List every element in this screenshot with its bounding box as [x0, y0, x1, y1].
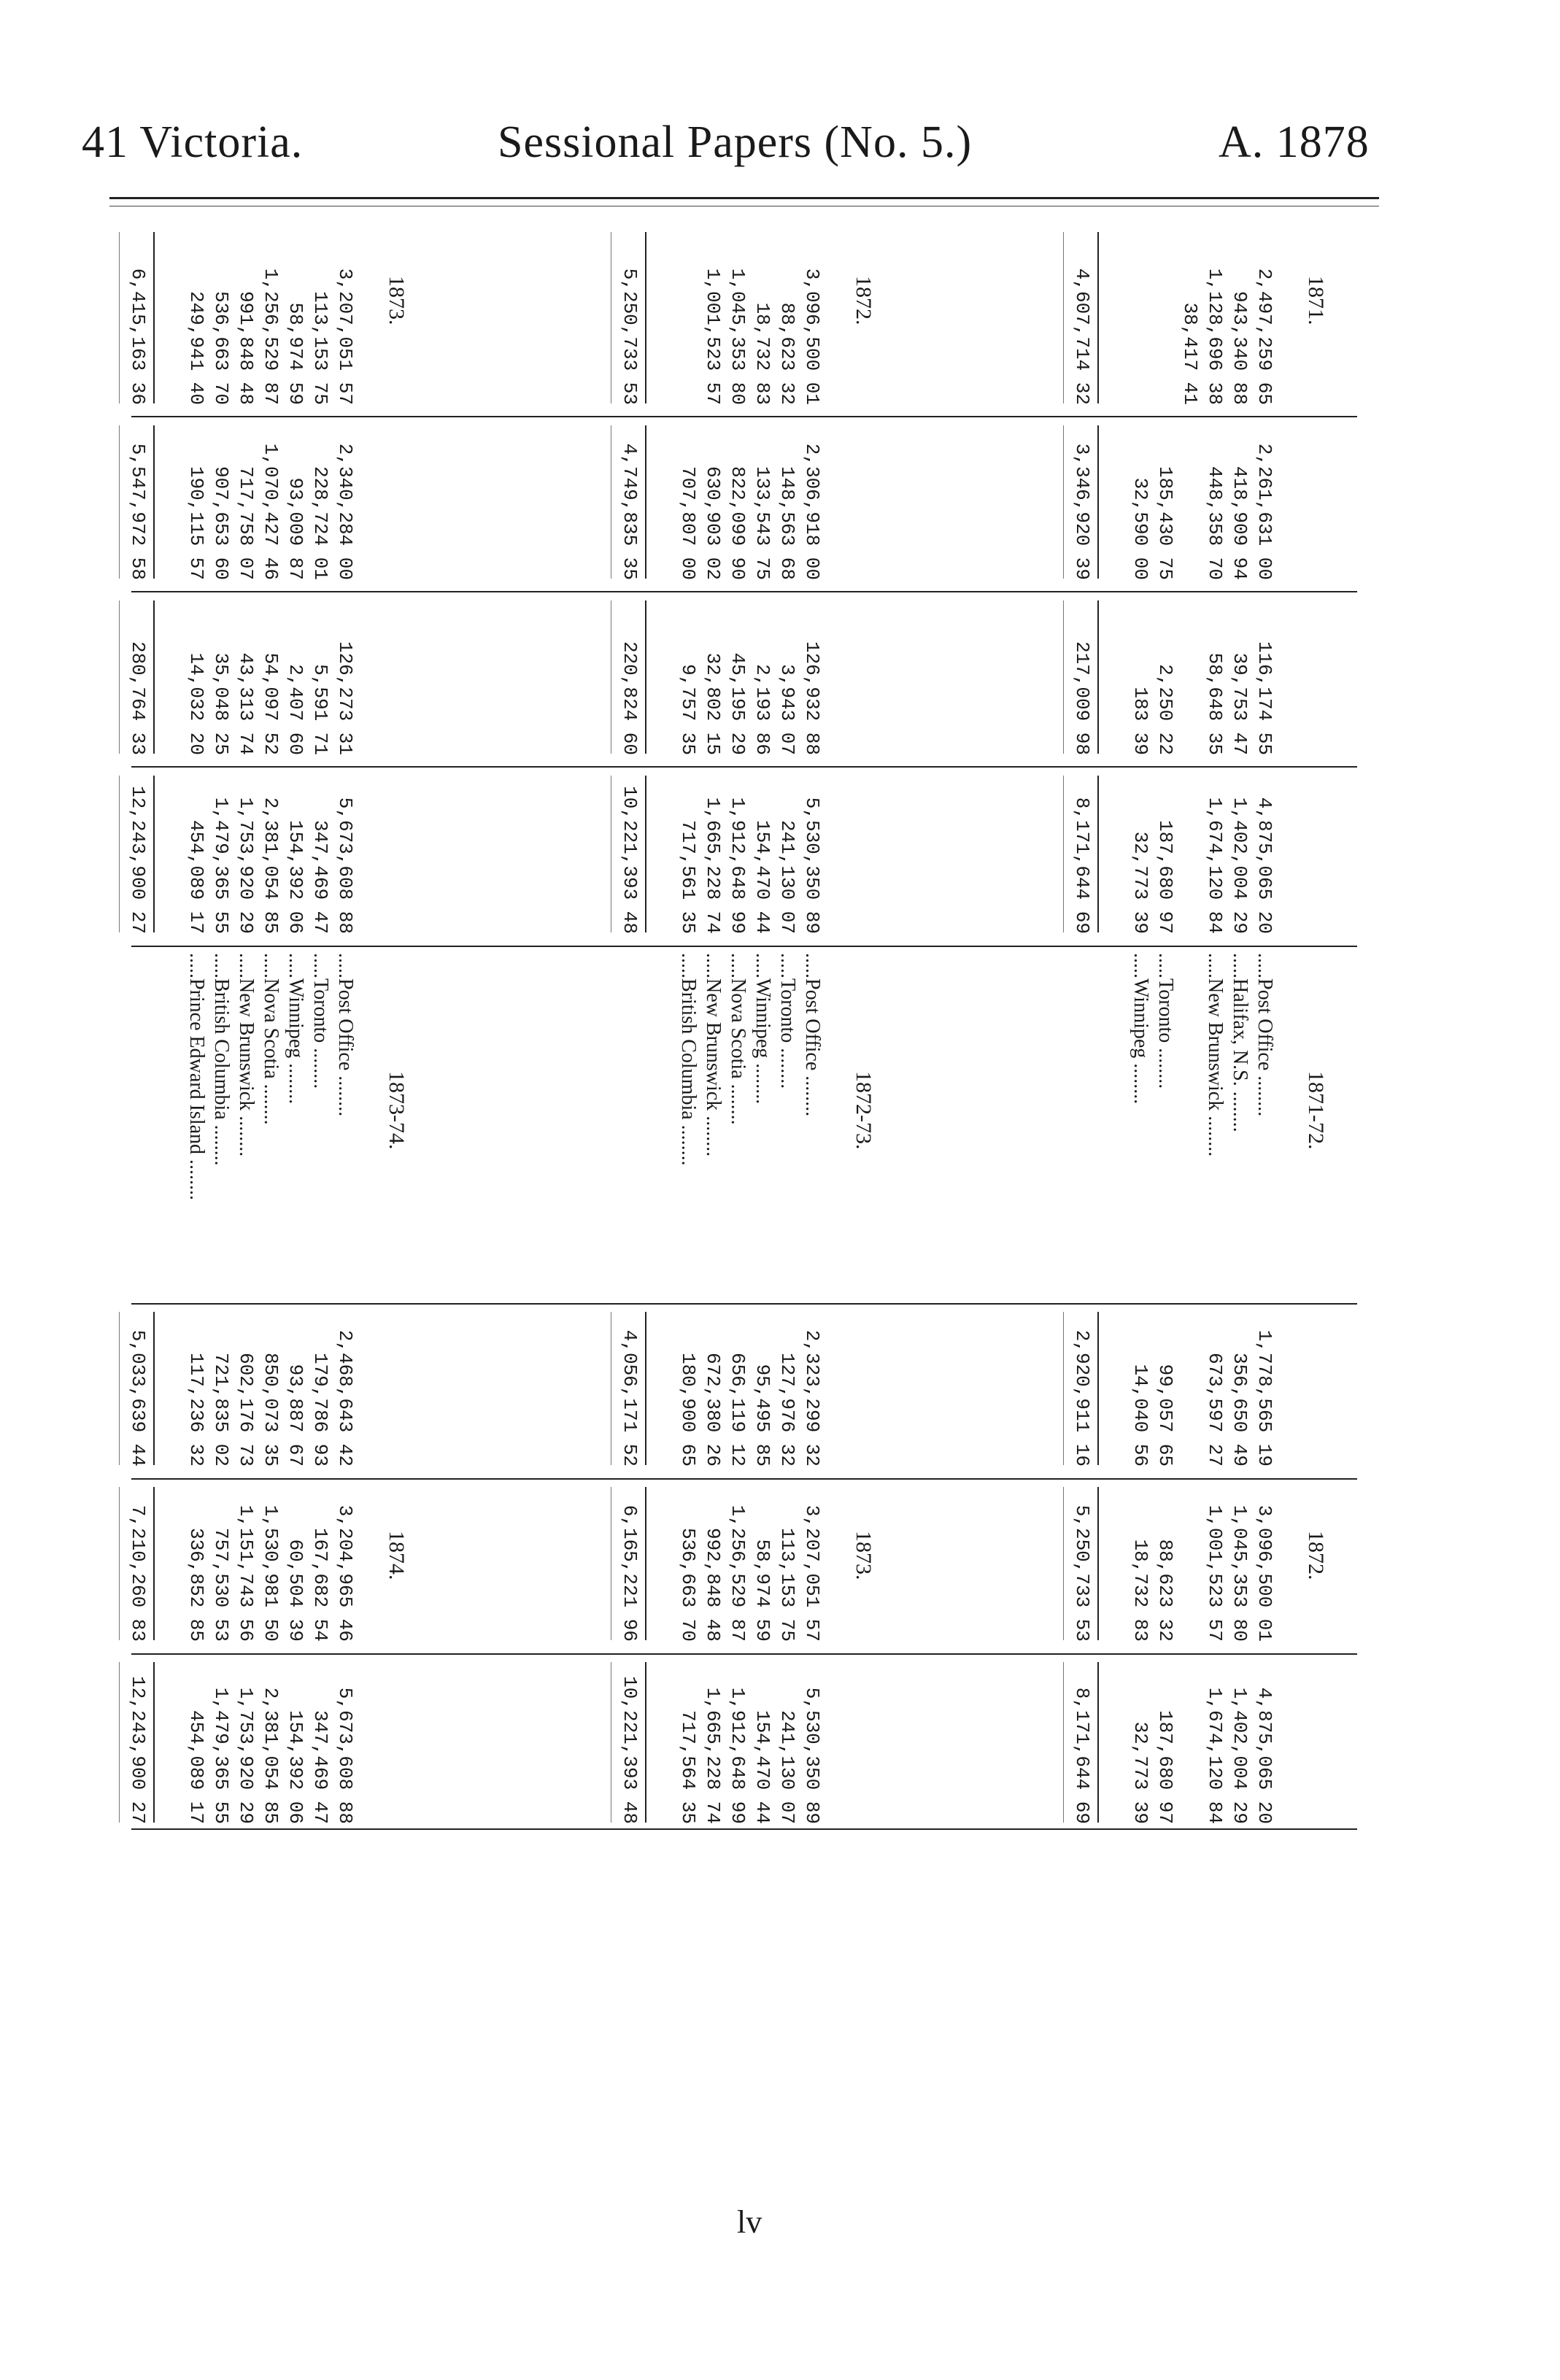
amount-cell: 93,009 87	[285, 477, 306, 580]
amount-cell: 347,469 47	[309, 819, 331, 934]
section-2-col2	[184, 424, 358, 580]
amount-cell: 943,340 88	[1229, 290, 1251, 405]
amount-cell: 1,912,648 99	[727, 797, 749, 934]
amount-cell: 536,663 70	[677, 1527, 699, 1642]
total-rule	[645, 1662, 646, 1823]
amount-cell: 126,273 31	[334, 641, 356, 755]
header-right: A. 1878	[1219, 117, 1370, 167]
amount-cell: 1,256,529 87	[727, 1504, 749, 1642]
amount-cell: 1,674,120 84	[1204, 797, 1226, 934]
total-rule	[119, 232, 120, 403]
amount-cell: 18,732 83	[752, 302, 773, 405]
amount-cell: 2,381,054 85	[260, 1687, 282, 1824]
amount-cell: 183 39	[1130, 687, 1151, 755]
column-total: 6,165,221 96	[619, 1504, 641, 1642]
total-rule	[1063, 600, 1064, 754]
amount-cell: 88,623 32	[1154, 1539, 1176, 1642]
amount-cell: 1,128,696 38	[1204, 268, 1226, 405]
amount-cell: 4,875,065 20	[1254, 797, 1275, 934]
amount-cell: 113,153 75	[776, 1527, 798, 1642]
section-2-col1	[184, 231, 358, 405]
amount-cell: 3,207,051 57	[334, 268, 356, 405]
office-name: .....Prince Edward Island ........	[185, 953, 208, 1201]
amount-cell: 991,848 48	[235, 290, 257, 405]
section-1-col3	[676, 599, 825, 755]
page-number: lv	[737, 2204, 762, 2240]
amount-cell: 630,903 02	[702, 465, 724, 580]
amount-cell: 2,468,643 42	[334, 1329, 356, 1467]
office-name: .....Winnipeg ........	[1130, 953, 1152, 1105]
amount-cell: 721,835 02	[210, 1352, 232, 1467]
total-rule	[1097, 1487, 1099, 1640]
amount-cell: 93,887 67	[285, 1364, 306, 1467]
amount-cell: 54,097 52	[260, 652, 282, 755]
amount-cell: 2,381,054 85	[260, 797, 282, 934]
total-rule	[1097, 1662, 1099, 1823]
amount-cell: 907,653 60	[210, 465, 232, 580]
amount-cell: 58,974 59	[285, 302, 306, 405]
amount-cell	[1178, 1310, 1202, 1467]
column-total: 8,171,644 69	[1071, 1687, 1093, 1824]
amount-cell: 187,680 97	[1154, 1709, 1176, 1824]
amount-cell: 707,807 00	[677, 465, 699, 580]
column-total: 5,250,733 53	[1071, 1504, 1093, 1642]
amount-cell: 228,724 01	[309, 465, 331, 580]
amount-cell: 1,479,365 55	[210, 797, 232, 934]
amount-cell: 133,543 75	[752, 465, 773, 580]
amount-cell: 673,597 27	[1204, 1352, 1226, 1467]
header-title: Sessional Papers (No. 5.)	[498, 117, 973, 167]
amount-cell: 185,430 75	[1154, 465, 1176, 580]
amount-cell: 2,497,259 65	[1254, 268, 1275, 405]
total-rule	[119, 425, 120, 579]
column-total: 2,920,911 16	[1071, 1329, 1093, 1467]
amount-cell: 717,564 35	[677, 1709, 699, 1824]
section-0-col3	[1128, 599, 1277, 755]
amount-cell: 454,089 17	[185, 1709, 207, 1824]
column-rule	[131, 766, 1357, 768]
total-rule	[645, 1487, 646, 1640]
section-0-col7	[1128, 1661, 1277, 1824]
amount-cell: 167,682 54	[309, 1527, 331, 1642]
amount-cell: 148,563 68	[776, 465, 798, 580]
year-heading: 1873.	[385, 276, 409, 325]
amount-cell: 241,130 07	[776, 1709, 798, 1824]
column-total: 7,210,260 83	[127, 1504, 149, 1642]
total-rule	[1097, 776, 1099, 932]
amount-cell: 3,096,500 01	[1254, 1504, 1275, 1642]
section-1-col5	[676, 1310, 825, 1467]
total-rule	[153, 1662, 155, 1823]
amount-cell: 3,943 07	[776, 664, 798, 755]
amount-cell: 45,195 29	[727, 652, 749, 755]
amount-cell: 38,417 41	[1179, 302, 1201, 405]
amount-cell: 850,073 35	[260, 1352, 282, 1467]
total-rule	[153, 232, 155, 403]
column-rule	[131, 946, 1357, 947]
year-heading: 1871.	[1304, 276, 1328, 325]
amount-cell: 1,001,523 57	[702, 268, 724, 405]
total-rule	[153, 1312, 155, 1465]
amount-cell	[1178, 424, 1202, 580]
amount-cell: 99,057 65	[1154, 1364, 1176, 1467]
column-total: 12,243,900 27	[127, 1676, 149, 1824]
section-2-col4	[184, 774, 358, 934]
amount-cell: 14,040 56	[1130, 1364, 1151, 1467]
amount-cell: 187,680 97	[1154, 819, 1176, 934]
amount-cell: 356,650 49	[1229, 1352, 1251, 1467]
amount-cell: 822,099 90	[727, 465, 749, 580]
total-rule	[1063, 1487, 1064, 1640]
section-0-col5	[1128, 1310, 1277, 1467]
amount-cell: 1,402,004 29	[1229, 797, 1251, 934]
section-2-col5	[184, 1310, 358, 1467]
office-name: .....Toronto ........	[309, 953, 332, 1089]
total-rule	[1063, 1662, 1064, 1823]
amount-cell: 347,469 47	[309, 1709, 331, 1824]
amount-cell	[1178, 1661, 1202, 1824]
amount-cell: 992,848 48	[702, 1527, 724, 1642]
office-name: .....Post Office ........	[801, 953, 824, 1117]
amount-cell	[1178, 774, 1202, 934]
office-name: .....Toronto ........	[776, 953, 799, 1089]
amount-cell: 1,665,228 74	[702, 797, 724, 934]
amount-cell: 418,909 94	[1229, 465, 1251, 580]
amount-cell	[1178, 599, 1202, 755]
fiscal-year-heading: 1872-73.	[852, 1071, 876, 1150]
amount-cell: 5,591 71	[309, 664, 331, 755]
amount-cell	[1178, 1485, 1202, 1642]
office-name: .....Post Office ........	[1254, 953, 1276, 1117]
amount-cell: 95,495 85	[752, 1364, 773, 1467]
total-rule	[645, 776, 646, 932]
amount-cell: 536,663 70	[210, 290, 232, 405]
column-rule	[131, 591, 1357, 592]
amount-cell: 1,001,523 57	[1204, 1504, 1226, 1642]
column-total: 4,749,835 35	[619, 443, 641, 580]
amount-cell: 14,032 20	[185, 652, 207, 755]
amount-cell: 180,900 65	[677, 1352, 699, 1467]
amount-cell: 154,392 06	[285, 1709, 306, 1824]
total-rule	[645, 425, 646, 579]
amount-cell: 2,261,631 00	[1254, 443, 1275, 580]
amount-cell: 32,590 00	[1130, 477, 1151, 580]
amount-cell: 126,932 88	[801, 641, 823, 755]
amount-cell: 154,392 06	[285, 819, 306, 934]
amount-cell: 1,045,353 80	[1229, 1504, 1251, 1642]
column-rule	[131, 1653, 1357, 1655]
amount-cell: 602,176 73	[235, 1352, 257, 1467]
amount-cell: 9,757 35	[677, 664, 699, 755]
amount-cell: 2,193 86	[752, 664, 773, 755]
year-heading: 1874.	[385, 1531, 409, 1580]
column-total: 12,243,900 27	[127, 786, 149, 934]
column-rule	[131, 416, 1357, 417]
column-total: 5,033,639 44	[127, 1329, 149, 1467]
total-rule	[119, 1312, 120, 1465]
office-name: .....British Columbia ........	[677, 953, 700, 1166]
office-name: .....New Brunswick ........	[1204, 953, 1227, 1157]
amount-cell: 1,070,427 46	[260, 443, 282, 580]
total-rule	[119, 1487, 120, 1640]
amount-cell: 32,773 39	[1130, 831, 1151, 934]
total-rule	[1097, 232, 1099, 403]
office-name: .....British Columbia ........	[210, 953, 233, 1166]
total-rule	[119, 1662, 120, 1823]
total-rule	[645, 1312, 646, 1465]
column-total: 3,346,920 39	[1071, 443, 1093, 580]
amount-cell	[676, 231, 700, 405]
section-1-offices	[676, 953, 825, 1291]
header-left: 41 Victoria.	[82, 117, 304, 167]
amount-cell: 1,151,743 56	[235, 1504, 257, 1642]
office-name: .....Post Office ........	[334, 953, 357, 1117]
amount-cell: 1,479,365 55	[210, 1687, 232, 1824]
amount-cell: 1,256,529 87	[260, 268, 282, 405]
column-total: 8,171,644 69	[1071, 797, 1093, 934]
amount-cell	[1153, 231, 1178, 405]
rotated-ledger-table	[117, 225, 1372, 2224]
amount-cell: 757,530 53	[210, 1527, 232, 1642]
amount-cell: 4,875,065 20	[1254, 1687, 1275, 1824]
amount-cell: 190,115 57	[185, 465, 207, 580]
amount-cell: 1,778,565 19	[1254, 1329, 1275, 1467]
amount-cell: 672,380 26	[702, 1352, 724, 1467]
amount-cell: 117,236 32	[185, 1352, 207, 1467]
total-rule	[645, 232, 646, 403]
total-rule	[153, 425, 155, 579]
column-total: 280,764 33	[127, 641, 149, 755]
total-rule	[645, 600, 646, 754]
amount-cell: 3,204,965 46	[334, 1504, 356, 1642]
amount-cell: 656,119 12	[727, 1352, 749, 1467]
office-name: .....Winnipeg ........	[752, 953, 774, 1105]
amount-cell: 88,623 32	[776, 302, 798, 405]
section-1-col7	[676, 1661, 825, 1824]
amount-cell: 32,773 39	[1130, 1721, 1151, 1824]
fiscal-year-heading: 1873-74.	[385, 1071, 409, 1150]
total-rule	[1063, 232, 1064, 403]
amount-cell: 448,358 70	[1204, 465, 1226, 580]
amount-cell: 18,732 83	[1130, 1539, 1151, 1642]
amount-cell: 5,673,608 88	[334, 1687, 356, 1824]
amount-cell: 154,470 44	[752, 1709, 773, 1824]
amount-cell: 454,089 17	[185, 819, 207, 934]
section-1-col2	[676, 424, 825, 580]
column-total: 10,221,393 48	[619, 1676, 641, 1824]
amount-cell: 1,912,648 99	[727, 1687, 749, 1824]
column-rule	[131, 1478, 1357, 1480]
amount-cell: 58,648 35	[1204, 652, 1226, 755]
column-rule	[131, 1828, 1357, 1830]
fiscal-year-heading: 1871-72.	[1304, 1071, 1328, 1150]
column-total: 5,250,733 53	[619, 268, 641, 405]
amount-cell: 5,673,608 88	[334, 797, 356, 934]
amount-cell: 2,323,299 32	[801, 1329, 823, 1467]
section-2-col7	[184, 1661, 358, 1824]
year-heading: 1872.	[852, 276, 876, 325]
amount-cell: 2,340,284 00	[334, 443, 356, 580]
amount-cell: 2,250 22	[1154, 664, 1176, 755]
amount-cell: 154,470 44	[752, 819, 773, 934]
amount-cell: 2,407 60	[285, 664, 306, 755]
amount-cell: 127,976 32	[776, 1352, 798, 1467]
amount-cell: 1,530,981 50	[260, 1504, 282, 1642]
amount-cell: 58,974 59	[752, 1539, 773, 1642]
office-name	[1178, 953, 1202, 1291]
amount-cell: 717,758 07	[235, 465, 257, 580]
section-0-col4	[1128, 774, 1277, 934]
total-rule	[1097, 600, 1099, 754]
total-rule	[153, 600, 155, 754]
section-0-col1	[1128, 231, 1277, 405]
amount-cell: 1,753,920 29	[235, 1687, 257, 1824]
amount-cell: 43,313 74	[235, 652, 257, 755]
section-2-col6	[184, 1485, 358, 1642]
total-rule	[119, 776, 120, 932]
total-rule	[1063, 1312, 1064, 1465]
amount-cell: 1,402,004 29	[1229, 1687, 1251, 1824]
office-name: .....Winnipeg ........	[285, 953, 307, 1105]
amount-cell	[1128, 231, 1153, 405]
section-1-col4	[676, 774, 825, 934]
section-0-offices	[1128, 953, 1277, 1291]
column-rule	[131, 1303, 1357, 1305]
amount-cell: 1,753,920 29	[235, 797, 257, 934]
section-1-col6	[676, 1485, 825, 1642]
total-rule	[119, 600, 120, 754]
column-total: 220,824 60	[619, 641, 641, 755]
year-heading: 1872.	[1304, 1531, 1328, 1580]
office-name: .....New Brunswick ........	[235, 953, 258, 1157]
total-rule	[1097, 1312, 1099, 1465]
amount-cell: 5,530,350 89	[801, 797, 823, 934]
amount-cell: 717,561 35	[677, 819, 699, 934]
amount-cell: 113,153 75	[309, 290, 331, 405]
amount-cell: 35,048 25	[210, 652, 232, 755]
amount-cell: 5,530,350 89	[801, 1687, 823, 1824]
amount-cell: 2,306,918 00	[801, 443, 823, 580]
amount-cell: 249,941 40	[185, 290, 207, 405]
column-total: 6,415,163 36	[127, 268, 149, 405]
section-2-col3	[184, 599, 358, 755]
amount-cell: 60,504 39	[285, 1539, 306, 1642]
column-total: 4,607,714 32	[1071, 268, 1093, 405]
section-0-col6	[1128, 1485, 1277, 1642]
amount-cell: 32,802 15	[702, 652, 724, 755]
office-name: .....Halifax, N.S. ........	[1229, 953, 1251, 1132]
total-rule	[1063, 425, 1064, 579]
office-name: .....Nova Scotia ........	[727, 953, 749, 1125]
amount-cell: 336,852 85	[185, 1527, 207, 1642]
total-rule	[153, 1487, 155, 1640]
total-rule	[1063, 776, 1064, 932]
column-total: 4,056,171 52	[619, 1329, 641, 1467]
amount-cell: 3,096,500 01	[801, 268, 823, 405]
total-rule	[153, 776, 155, 932]
amount-cell: 116,174 55	[1254, 641, 1275, 755]
amount-cell: 1,674,120 84	[1204, 1687, 1226, 1824]
total-rule	[1097, 425, 1099, 579]
column-total: 217,009 98	[1071, 641, 1093, 755]
office-name: .....New Brunswick ........	[702, 953, 725, 1157]
amount-cell: 241,130 07	[776, 819, 798, 934]
amount-cell: 179,786 93	[309, 1352, 331, 1467]
section-0-col2	[1128, 424, 1277, 580]
column-total: 5,547,972 58	[127, 443, 149, 580]
office-name: .....Toronto ........	[1154, 953, 1177, 1089]
office-name: .....Nova Scotia ........	[260, 953, 282, 1125]
column-total: 10,221,393 48	[619, 786, 641, 934]
year-heading: 1873.	[852, 1531, 876, 1580]
amount-cell: 1,665,228 74	[702, 1687, 724, 1824]
amount-cell: 1,045,353 80	[727, 268, 749, 405]
section-2-offices	[184, 953, 358, 1291]
section-1-col1	[676, 231, 825, 405]
amount-cell: 3,207,051 57	[801, 1504, 823, 1642]
amount-cell: 39,753 47	[1229, 652, 1251, 755]
top-rule	[109, 197, 1379, 199]
